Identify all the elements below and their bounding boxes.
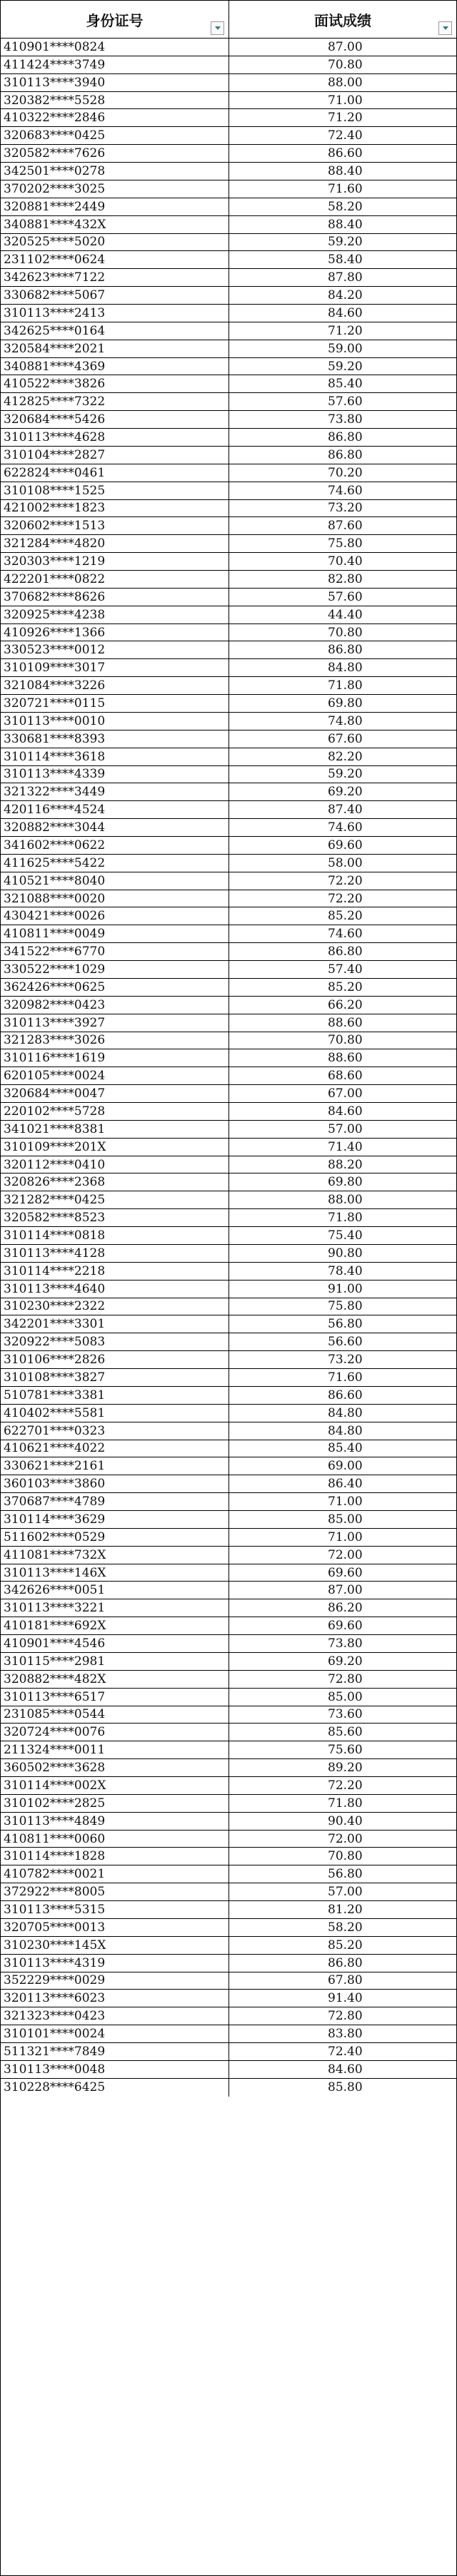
id-number-cell[interactable]: 372922****8005 bbox=[1, 1883, 229, 1901]
id-number-cell[interactable]: 320925****4238 bbox=[1, 606, 229, 624]
id-number-cell[interactable]: 310114****2218 bbox=[1, 1263, 229, 1281]
score-cell[interactable]: 59.20 bbox=[229, 234, 456, 252]
id-number-cell[interactable]: 310115****2981 bbox=[1, 1653, 229, 1671]
score-cell[interactable]: 90.40 bbox=[229, 1813, 456, 1831]
score-cell[interactable]: 86.80 bbox=[229, 429, 456, 447]
score-cell[interactable]: 86.20 bbox=[229, 1599, 456, 1617]
score-cell[interactable]: 86.80 bbox=[229, 943, 456, 961]
id-number-cell[interactable]: 340881****432X bbox=[1, 216, 229, 234]
id-number-cell[interactable]: 410522****3826 bbox=[1, 375, 229, 393]
id-number-cell[interactable]: 341522****6770 bbox=[1, 943, 229, 961]
score-cell[interactable]: 84.60 bbox=[229, 2061, 456, 2079]
id-number-cell[interactable]: 310113****5315 bbox=[1, 1901, 229, 1919]
score-cell[interactable]: 86.80 bbox=[229, 641, 456, 659]
score-cell[interactable]: 72.20 bbox=[229, 890, 456, 908]
score-cell[interactable]: 56.80 bbox=[229, 1865, 456, 1883]
id-number-cell[interactable]: 310113****4640 bbox=[1, 1281, 229, 1298]
header-score-label: 面试成绩 bbox=[314, 11, 371, 29]
id-number-cell[interactable]: 320881****2449 bbox=[1, 198, 229, 216]
id-number-cell[interactable]: 340881****4369 bbox=[1, 358, 229, 376]
id-number-cell[interactable]: 320724****0076 bbox=[1, 1724, 229, 1741]
id-number-cell[interactable]: 330682****5067 bbox=[1, 287, 229, 305]
score-cell[interactable]: 59.20 bbox=[229, 766, 456, 784]
score-cell[interactable]: 66.20 bbox=[229, 997, 456, 1014]
id-number-cell[interactable]: 320683****0425 bbox=[1, 127, 229, 145]
id-number-cell[interactable]: 360502****3628 bbox=[1, 1759, 229, 1777]
dropdown-filter-icon[interactable] bbox=[211, 21, 224, 35]
score-cell[interactable]: 72.40 bbox=[229, 2043, 456, 2061]
id-number-cell[interactable]: 310116****1619 bbox=[1, 1049, 229, 1067]
score-cell[interactable]: 74.60 bbox=[229, 925, 456, 943]
id-number-cell[interactable]: 310113****146X bbox=[1, 1564, 229, 1582]
score-cell[interactable]: 72.00 bbox=[229, 1547, 456, 1564]
id-number-cell[interactable]: 310113****0048 bbox=[1, 2061, 229, 2079]
score-cell[interactable]: 88.40 bbox=[229, 216, 456, 234]
score-cell[interactable]: 58.20 bbox=[229, 198, 456, 216]
id-number-cell[interactable]: 310114****1828 bbox=[1, 1848, 229, 1865]
id-number-cell[interactable]: 310102****2825 bbox=[1, 1795, 229, 1813]
score-cell[interactable]: 57.60 bbox=[229, 393, 456, 411]
id-number-cell[interactable]: 310230****145X bbox=[1, 1937, 229, 1955]
score-cell[interactable]: 91.40 bbox=[229, 1990, 456, 2007]
score-cell[interactable]: 70.20 bbox=[229, 464, 456, 482]
id-number-cell[interactable]: 310113****6517 bbox=[1, 1689, 229, 1706]
id-number-cell[interactable]: 410322****2846 bbox=[1, 109, 229, 127]
header-id-label: 身份证号 bbox=[86, 11, 144, 29]
id-number-cell[interactable]: 310113****3940 bbox=[1, 74, 229, 92]
id-number-cell[interactable]: 330523****0012 bbox=[1, 641, 229, 659]
score-cell[interactable]: 72.00 bbox=[229, 1831, 456, 1848]
score-cell[interactable]: 84.60 bbox=[229, 305, 456, 322]
id-number-cell[interactable]: 330681****8393 bbox=[1, 730, 229, 748]
score-cell[interactable]: 58.20 bbox=[229, 1919, 456, 1937]
id-number-cell[interactable]: 320826****2368 bbox=[1, 1174, 229, 1191]
id-number-cell[interactable]: 320112****0410 bbox=[1, 1156, 229, 1174]
id-number-cell[interactable]: 320303****1219 bbox=[1, 553, 229, 571]
id-number-cell[interactable]: 310114****0818 bbox=[1, 1227, 229, 1245]
score-cell[interactable]: 91.00 bbox=[229, 1281, 456, 1298]
id-number-cell[interactable]: 620105****0024 bbox=[1, 1067, 229, 1085]
id-number-cell[interactable]: 320584****2021 bbox=[1, 340, 229, 358]
score-cell[interactable]: 69.20 bbox=[229, 783, 456, 801]
score-cell[interactable]: 88.20 bbox=[229, 1156, 456, 1174]
id-number-cell[interactable]: 310113****2413 bbox=[1, 305, 229, 322]
score-cell[interactable]: 83.80 bbox=[229, 2025, 456, 2043]
score-cell[interactable]: 73.60 bbox=[229, 1706, 456, 1724]
score-cell[interactable]: 82.80 bbox=[229, 571, 456, 589]
score-cell[interactable]: 85.00 bbox=[229, 1511, 456, 1529]
id-number-cell[interactable]: 410521****8040 bbox=[1, 872, 229, 890]
id-number-cell[interactable]: 310114****3618 bbox=[1, 748, 229, 766]
score-cell[interactable]: 75.40 bbox=[229, 1227, 456, 1245]
id-number-cell[interactable]: 410621****4022 bbox=[1, 1440, 229, 1458]
id-number-cell[interactable]: 420116****4524 bbox=[1, 801, 229, 819]
id-number-cell[interactable]: 321084****3226 bbox=[1, 677, 229, 695]
score-cell[interactable]: 57.60 bbox=[229, 589, 456, 606]
score-cell[interactable]: 85.40 bbox=[229, 1440, 456, 1458]
score-cell[interactable]: 73.20 bbox=[229, 500, 456, 518]
id-number-cell[interactable]: 231085****0544 bbox=[1, 1706, 229, 1724]
score-cell[interactable]: 85.20 bbox=[229, 907, 456, 925]
score-cell[interactable]: 70.40 bbox=[229, 553, 456, 571]
id-number-cell[interactable]: 321088****0020 bbox=[1, 890, 229, 908]
id-number-cell[interactable]: 310104****2827 bbox=[1, 447, 229, 464]
score-cell[interactable]: 69.20 bbox=[229, 1653, 456, 1671]
score-cell[interactable]: 88.00 bbox=[229, 1191, 456, 1209]
score-cell[interactable]: 88.60 bbox=[229, 1014, 456, 1032]
score-cell[interactable]: 82.20 bbox=[229, 748, 456, 766]
id-number-cell[interactable]: 622701****0323 bbox=[1, 1422, 229, 1440]
score-cell[interactable]: 72.80 bbox=[229, 1671, 456, 1689]
score-cell[interactable]: 84.20 bbox=[229, 287, 456, 305]
id-number-cell[interactable]: 211324****0011 bbox=[1, 1741, 229, 1759]
score-cell[interactable]: 67.80 bbox=[229, 1972, 456, 1990]
score-cell[interactable]: 70.80 bbox=[229, 1848, 456, 1865]
score-cell[interactable]: 68.60 bbox=[229, 1067, 456, 1085]
score-cell[interactable]: 86.80 bbox=[229, 447, 456, 464]
score-cell[interactable]: 58.00 bbox=[229, 855, 456, 872]
score-cell[interactable]: 85.20 bbox=[229, 979, 456, 997]
id-number-cell[interactable]: 422201****0822 bbox=[1, 571, 229, 589]
score-cell[interactable]: 44.40 bbox=[229, 606, 456, 624]
score-cell[interactable]: 87.40 bbox=[229, 801, 456, 819]
id-number-cell[interactable]: 421002****1823 bbox=[1, 500, 229, 518]
id-number-cell[interactable]: 360103****3860 bbox=[1, 1475, 229, 1493]
id-number-cell[interactable]: 320113****6023 bbox=[1, 1990, 229, 2007]
score-cell[interactable]: 71.00 bbox=[229, 1493, 456, 1511]
id-number-cell[interactable]: 310228****6425 bbox=[1, 2079, 229, 2097]
id-number-cell[interactable]: 342625****0164 bbox=[1, 322, 229, 340]
id-number-cell[interactable]: 410181****692X bbox=[1, 1617, 229, 1635]
id-number-cell[interactable]: 310113****4339 bbox=[1, 766, 229, 784]
id-number-cell[interactable]: 330522****1029 bbox=[1, 961, 229, 979]
score-cell[interactable]: 74.80 bbox=[229, 713, 456, 730]
score-cell[interactable]: 71.40 bbox=[229, 1139, 456, 1156]
header-interview-score bbox=[229, 1, 456, 39]
id-number-cell[interactable]: 310108****3827 bbox=[1, 1369, 229, 1387]
id-number-cell[interactable]: 321283****3026 bbox=[1, 1032, 229, 1050]
score-cell[interactable]: 71.80 bbox=[229, 677, 456, 695]
score-cell[interactable]: 69.60 bbox=[229, 1564, 456, 1582]
score-cell[interactable]: 71.80 bbox=[229, 1795, 456, 1813]
id-number-cell[interactable]: 220102****5728 bbox=[1, 1103, 229, 1121]
score-cell[interactable]: 90.80 bbox=[229, 1245, 456, 1263]
score-cell[interactable]: 70.80 bbox=[229, 1032, 456, 1050]
id-number-cell[interactable]: 320882****482X bbox=[1, 1671, 229, 1689]
header-id-number bbox=[1, 1, 229, 39]
id-number-cell[interactable]: 320982****0423 bbox=[1, 997, 229, 1014]
id-number-cell[interactable]: 310113****4628 bbox=[1, 429, 229, 447]
score-cell[interactable]: 88.00 bbox=[229, 74, 456, 92]
score-cell[interactable]: 71.00 bbox=[229, 1529, 456, 1547]
id-number-cell[interactable]: 622824****0461 bbox=[1, 464, 229, 482]
score-cell[interactable]: 85.20 bbox=[229, 1937, 456, 1955]
id-number-cell[interactable]: 310108****1525 bbox=[1, 482, 229, 500]
score-cell[interactable]: 69.00 bbox=[229, 1457, 456, 1475]
id-number-cell[interactable]: 510781****3381 bbox=[1, 1387, 229, 1405]
score-cell[interactable]: 85.60 bbox=[229, 1724, 456, 1741]
score-cell[interactable]: 70.80 bbox=[229, 56, 456, 74]
id-number-cell[interactable]: 511602****0529 bbox=[1, 1529, 229, 1547]
score-cell[interactable]: 87.00 bbox=[229, 1582, 456, 1599]
score-cell[interactable]: 59.00 bbox=[229, 340, 456, 358]
score-cell[interactable]: 71.60 bbox=[229, 1369, 456, 1387]
score-cell[interactable]: 87.80 bbox=[229, 269, 456, 287]
score-cell[interactable]: 71.20 bbox=[229, 322, 456, 340]
id-number-cell[interactable]: 310114****3629 bbox=[1, 1511, 229, 1529]
id-number-cell[interactable]: 320705****0013 bbox=[1, 1919, 229, 1937]
score-cell[interactable]: 67.00 bbox=[229, 1085, 456, 1103]
id-number-cell[interactable]: 370202****3025 bbox=[1, 180, 229, 198]
id-number-cell[interactable]: 231102****0624 bbox=[1, 251, 229, 269]
id-number-cell[interactable]: 430421****0026 bbox=[1, 907, 229, 925]
id-number-cell[interactable]: 310114****002X bbox=[1, 1777, 229, 1795]
score-cell[interactable]: 78.40 bbox=[229, 1263, 456, 1281]
id-number-cell[interactable]: 410811****0049 bbox=[1, 925, 229, 943]
dropdown-filter-icon[interactable] bbox=[438, 21, 452, 35]
score-cell[interactable]: 84.60 bbox=[229, 1103, 456, 1121]
id-number-cell[interactable]: 320721****0115 bbox=[1, 695, 229, 713]
score-cell[interactable]: 85.80 bbox=[328, 2080, 363, 2095]
score-cell[interactable]: 84.80 bbox=[229, 1405, 456, 1422]
id-number-cell[interactable]: 320684****0047 bbox=[1, 1085, 229, 1103]
id-number-cell[interactable]: 410926****1366 bbox=[1, 624, 229, 642]
id-number-cell[interactable]: 342201****3301 bbox=[1, 1315, 229, 1333]
score-cell[interactable]: 88.60 bbox=[229, 1049, 456, 1067]
score-cell[interactable]: 84.80 bbox=[229, 1422, 456, 1440]
score-cell[interactable]: 86.80 bbox=[229, 1955, 456, 1972]
id-number-cell[interactable]: 410901****0824 bbox=[1, 39, 229, 56]
score-cell[interactable]: 71.00 bbox=[229, 92, 456, 110]
id-number-cell[interactable]: 320382****5528 bbox=[1, 92, 229, 110]
id-number-cell[interactable]: 341021****8381 bbox=[1, 1121, 229, 1139]
id-number-cell[interactable]: 321282****0425 bbox=[1, 1191, 229, 1209]
score-cell[interactable]: 87.00 bbox=[229, 39, 456, 56]
score-cell[interactable]: 81.20 bbox=[229, 1901, 456, 1919]
id-number-cell[interactable]: 410811****0060 bbox=[1, 1831, 229, 1848]
score-cell[interactable]: 73.80 bbox=[229, 1635, 456, 1653]
id-number-cell[interactable]: 320602****1513 bbox=[1, 517, 229, 535]
id-number-cell[interactable]: 410782****0021 bbox=[1, 1865, 229, 1883]
score-cell[interactable]: 74.60 bbox=[229, 482, 456, 500]
score-cell[interactable]: 69.60 bbox=[229, 837, 456, 855]
id-number-cell[interactable]: 411424****3749 bbox=[1, 56, 229, 74]
score-cell[interactable]: 56.60 bbox=[229, 1333, 456, 1351]
id-number-cell[interactable]: 411625****5422 bbox=[1, 855, 229, 872]
id-number-cell[interactable]: 320582****7626 bbox=[1, 145, 229, 163]
id-number-cell[interactable]: 320525****5020 bbox=[1, 234, 229, 252]
id-number-cell[interactable]: 310113****4128 bbox=[1, 1245, 229, 1263]
score-cell[interactable]: 59.20 bbox=[229, 358, 456, 376]
score-cell[interactable]: 73.20 bbox=[229, 1351, 456, 1369]
id-number-cell[interactable]: 411081****732X bbox=[1, 1547, 229, 1564]
id-number-cell[interactable]: 320684****5426 bbox=[1, 411, 229, 429]
score-cell[interactable]: 58.40 bbox=[229, 251, 456, 269]
id-number-cell[interactable]: 342501****0278 bbox=[1, 163, 229, 180]
score-cell[interactable]: 71.80 bbox=[229, 1209, 456, 1227]
score-cell[interactable]: 75.60 bbox=[229, 1741, 456, 1759]
score-cell[interactable]: 71.20 bbox=[229, 109, 456, 127]
score-cell[interactable]: 69.60 bbox=[229, 1617, 456, 1635]
score-cell[interactable]: 88.40 bbox=[229, 163, 456, 180]
id-number-cell[interactable]: 511321****7849 bbox=[1, 2043, 229, 2061]
id-number-cell[interactable]: 321322****3449 bbox=[1, 783, 229, 801]
score-cell[interactable]: 72.20 bbox=[229, 1777, 456, 1795]
id-number-cell[interactable]: 310113****3221 bbox=[1, 1599, 229, 1617]
score-cell[interactable]: 57.40 bbox=[229, 961, 456, 979]
id-number-cell[interactable]: 412825****7322 bbox=[1, 393, 229, 411]
score-cell[interactable]: 67.60 bbox=[229, 730, 456, 748]
id-number-cell[interactable]: 310230****2322 bbox=[1, 1298, 229, 1316]
id-number-cell[interactable]: 410901****4546 bbox=[1, 1635, 229, 1653]
score-cell[interactable]: 69.80 bbox=[229, 1174, 456, 1191]
score-cell[interactable]: 75.80 bbox=[229, 1298, 456, 1316]
score-cell[interactable]: 56.80 bbox=[229, 1315, 456, 1333]
score-cell[interactable]: 85.00 bbox=[229, 1689, 456, 1706]
id-number-cell[interactable]: 352229****0029 bbox=[1, 1972, 229, 1990]
score-cell[interactable]: 72.20 bbox=[229, 872, 456, 890]
id-number-cell[interactable]: 342626****0051 bbox=[1, 1582, 229, 1599]
score-cell[interactable]: 86.60 bbox=[229, 1387, 456, 1405]
id-number-cell[interactable]: 310113****4849 bbox=[1, 1813, 229, 1831]
score-cell[interactable]: 85.40 bbox=[229, 375, 456, 393]
score-cell[interactable]: 72.40 bbox=[229, 127, 456, 145]
score-cell[interactable]: 87.60 bbox=[229, 517, 456, 535]
id-number-cell[interactable]: 320582****8523 bbox=[1, 1209, 229, 1227]
score-cell[interactable]: 89.20 bbox=[229, 1759, 456, 1777]
id-number-cell[interactable]: 321284****4820 bbox=[1, 535, 229, 553]
score-cell[interactable]: 73.80 bbox=[229, 411, 456, 429]
id-number-cell[interactable]: 342623****7122 bbox=[1, 269, 229, 287]
id-number-cell[interactable]: 410402****5581 bbox=[1, 1405, 229, 1422]
score-cell[interactable]: 70.80 bbox=[229, 624, 456, 642]
id-number-cell[interactable]: 370682****8626 bbox=[1, 589, 229, 606]
id-number-cell[interactable]: 362426****0625 bbox=[1, 979, 229, 997]
score-cell[interactable]: 74.60 bbox=[229, 819, 456, 837]
score-cell[interactable]: 75.80 bbox=[229, 535, 456, 553]
id-number-cell[interactable]: 320882****3044 bbox=[1, 819, 229, 837]
id-number-cell[interactable]: 310101****0024 bbox=[1, 2025, 229, 2043]
id-number-cell[interactable]: 370687****4789 bbox=[1, 1493, 229, 1511]
id-number-cell[interactable]: 330621****2161 bbox=[1, 1457, 229, 1475]
score-cell[interactable]: 57.00 bbox=[229, 1121, 456, 1139]
score-cell[interactable]: 86.60 bbox=[229, 145, 456, 163]
id-number-cell[interactable]: 310113****4319 bbox=[1, 1955, 229, 1972]
id-number-cell[interactable]: 310113****0010 bbox=[1, 713, 229, 730]
id-number-cell[interactable]: 341602****0622 bbox=[1, 837, 229, 855]
id-number-cell[interactable]: 310109****3017 bbox=[1, 659, 229, 677]
score-cell[interactable]: 86.40 bbox=[229, 1475, 456, 1493]
id-number-cell[interactable]: 310106****2826 bbox=[1, 1351, 229, 1369]
id-number-cell[interactable]: 320922****5083 bbox=[1, 1333, 229, 1351]
id-number-cell[interactable]: 310113****3927 bbox=[1, 1014, 229, 1032]
score-cell[interactable]: 71.60 bbox=[229, 180, 456, 198]
score-cell[interactable]: 72.80 bbox=[229, 2007, 456, 2025]
score-cell[interactable]: 84.80 bbox=[229, 659, 456, 677]
id-number-cell[interactable]: 321323****0423 bbox=[1, 2007, 229, 2025]
score-cell[interactable]: 57.00 bbox=[229, 1883, 456, 1901]
score-cell[interactable]: 69.80 bbox=[229, 695, 456, 713]
id-number-cell[interactable]: 310109****201X bbox=[1, 1139, 229, 1156]
